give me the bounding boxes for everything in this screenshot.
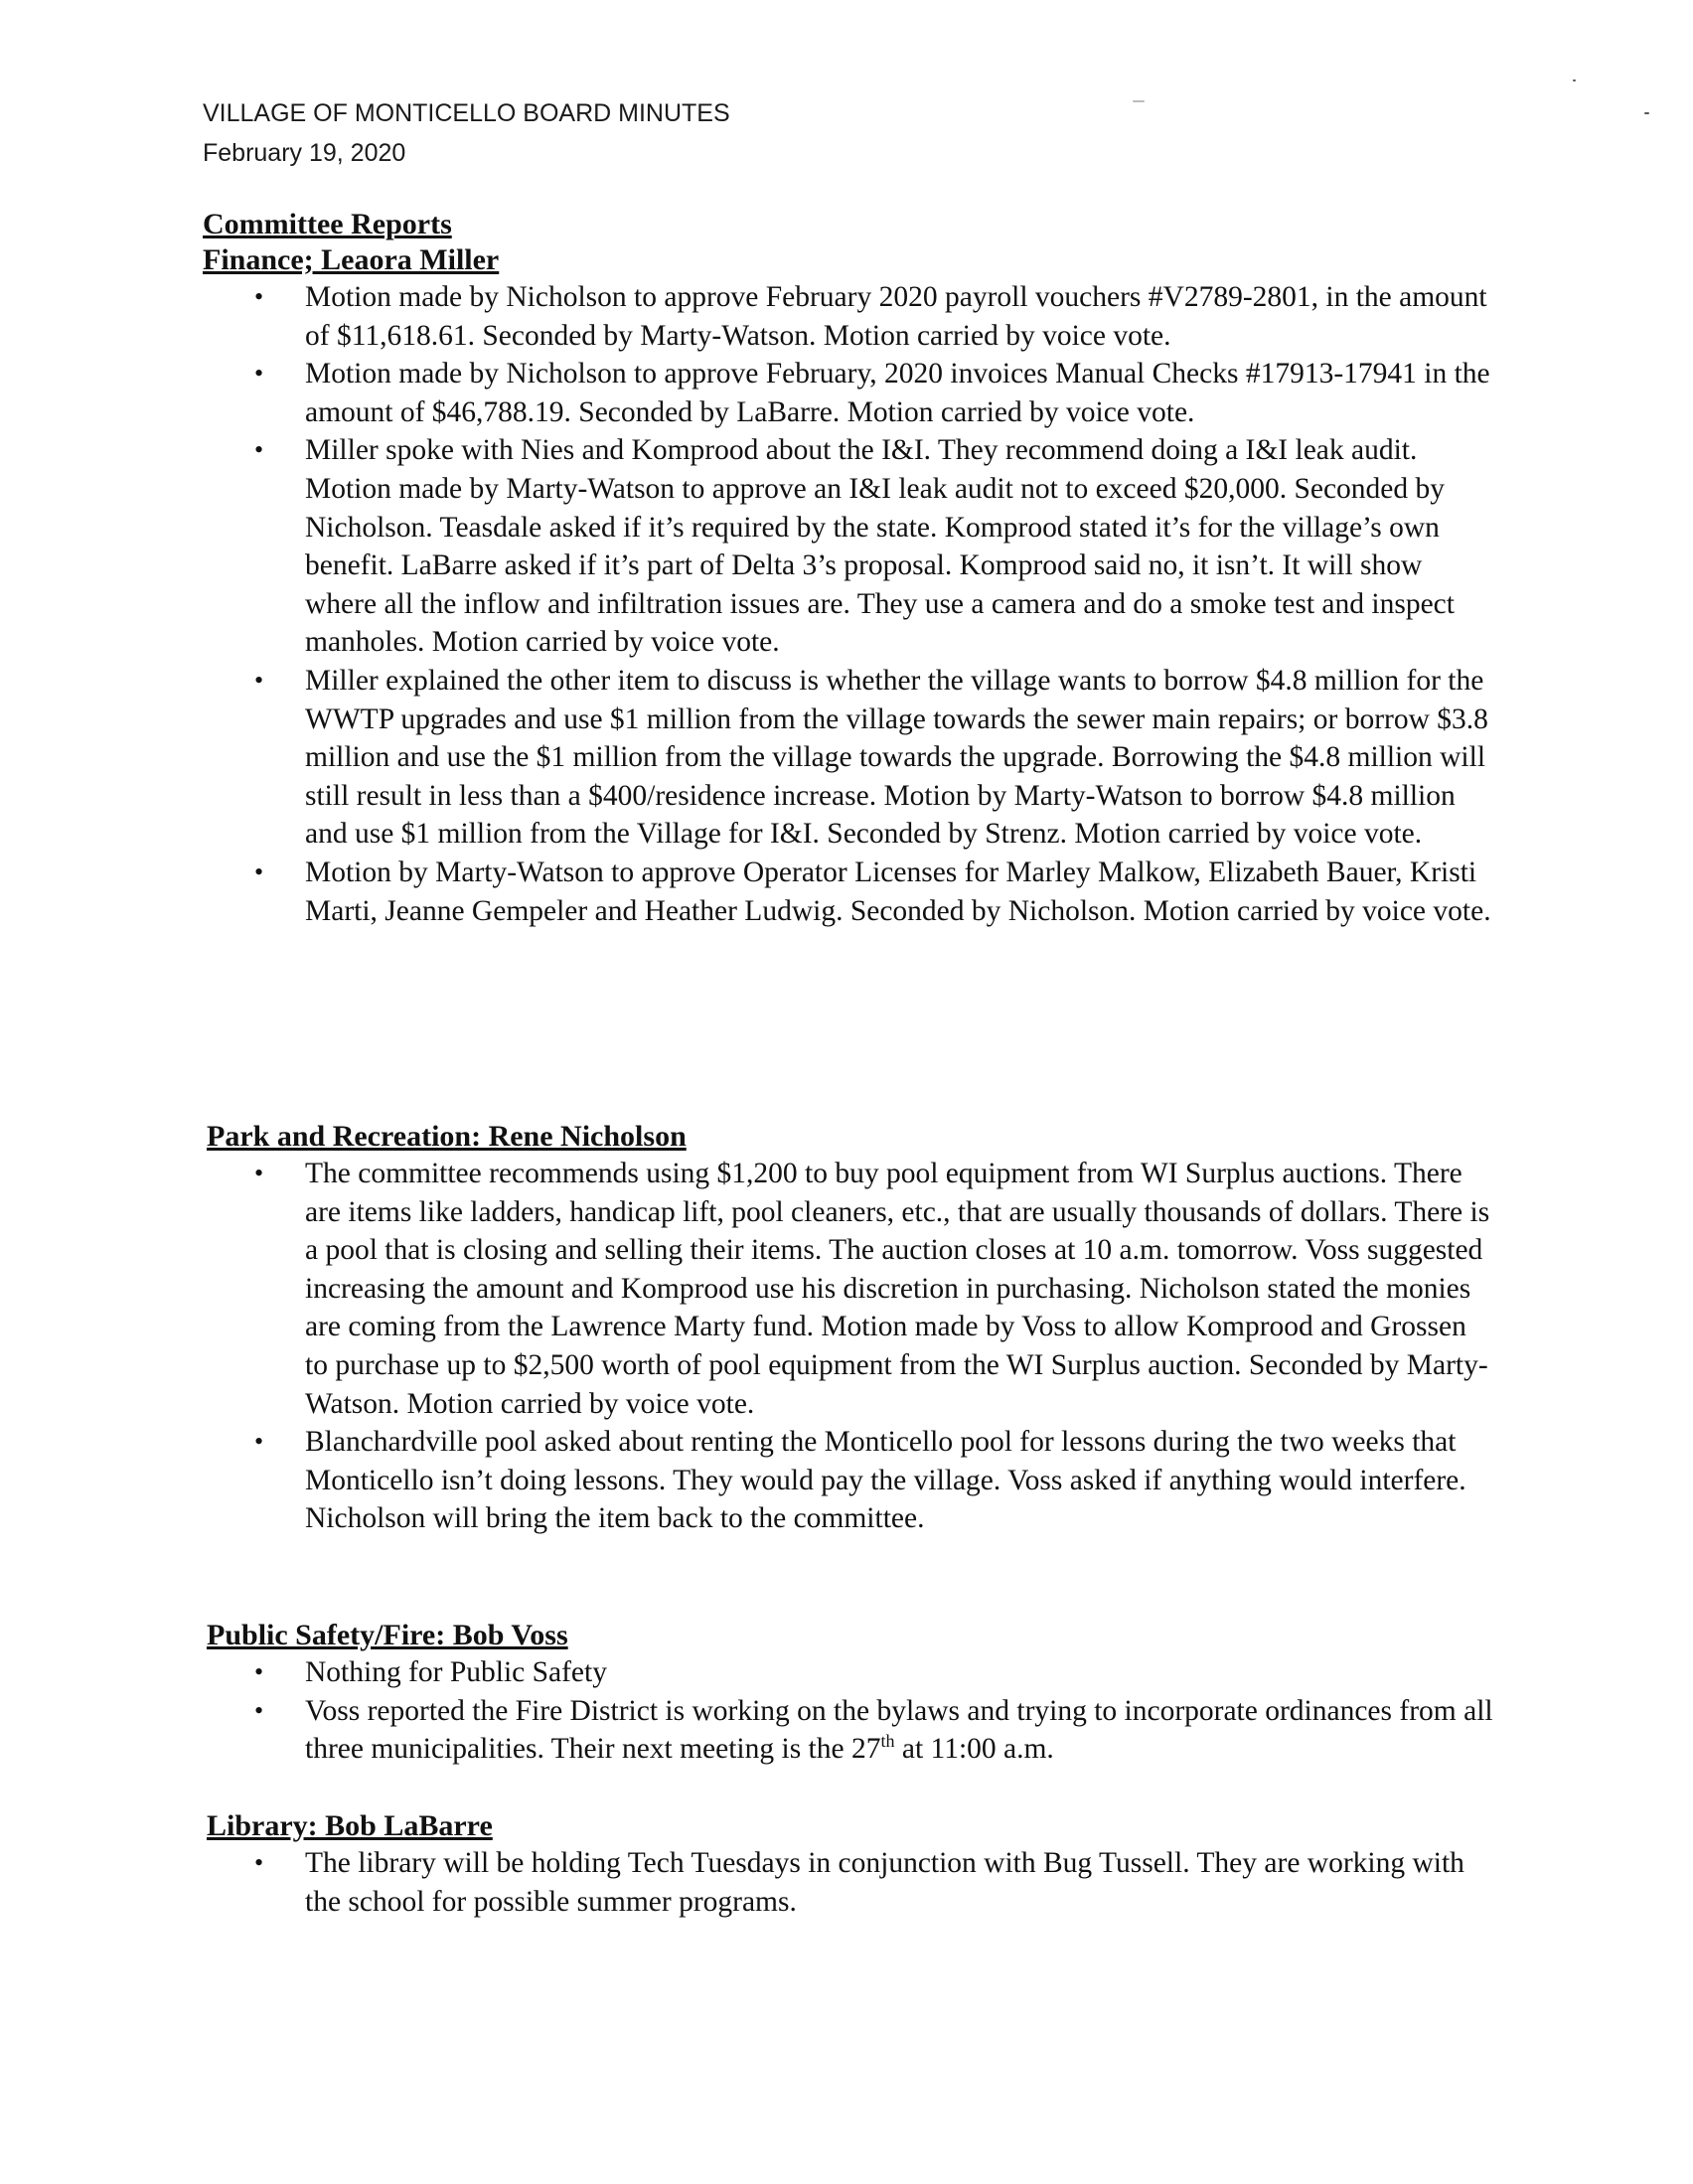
item-text: The committee recommends using $1,200 to buy pool equipment from WI Surplus auctions. There are items like ladders, handicap lift, pool cleaners, etc., that are usually thousands of dollars. There is a pool that is closing and selling their items. The auction closes at 10 a.m. tomorrow. Voss suggested increasing the amount and Komprood use his discretion in purchasing. Nicholson stated the monies are coming from the Lawrence Marty fund. Motion made by Voss to allow Komprood and Grossen to purchase up to $2,500 worth of pool equipment from the WI Surplus auction. Seconded by Marty-Watson. Motion carried by voice vote.: [305, 1158, 1490, 1420]
list-item: [203, 431, 1494, 662]
bullet-icon: •: [254, 1695, 264, 1725]
bullet-icon: •: [254, 1657, 264, 1686]
safety-section: [203, 1618, 1494, 1769]
item-text: Miller explained the other item to discuss is whether the village wants to borrow $4.8 million for the WWTP upgrades and use $1 million from the village towards the sewer main repairs; or borrow $3.8 million and use the $1 million from the village towards the upgrade. Borrowing the $4.8 million will still result in less than a $400/residence increase. Motion by Marty-Watson to borrow $4.8 million and use $1 million from the Village for I&I. Seconded by Strenz. Motion carried by voice vote.: [305, 664, 1488, 851]
document-header: [203, 93, 730, 173]
list-item: [203, 1653, 1494, 1692]
park-list: [203, 1155, 1494, 1538]
bullet-icon: •: [254, 665, 264, 695]
item-text: Motion by Marty-Watson to approve Operator Licenses for Marley Malkow, Elizabeth Bauer, Kristi Marti, Jeanne Gempeler and Heather Ludwig. Seconded by Nicholson. Motion carried by voice vote.: [305, 856, 1491, 927]
item-text: Blanchardville pool asked about renting the Monticello pool for lessons during the two weeks that Monticello isn’t doing lessons. They would pay the village. Voss asked if anything would interfere. Nicholson will bring the item back to the committee.: [305, 1426, 1466, 1535]
bullet-icon: •: [254, 359, 264, 389]
library-section: [203, 1808, 1494, 1921]
library-list: [203, 1844, 1494, 1921]
bullet-icon: •: [254, 1159, 264, 1187]
item-text: Voss reported the Fire District is working on the bylaws and trying to incorporate ordinances from all three municipalities. Their next meeting is the 27: [305, 1694, 1493, 1766]
finance-list: [203, 278, 1494, 930]
document-date: February 19, 2020: [203, 139, 406, 167]
list-item: [203, 278, 1494, 355]
bullet-icon: •: [254, 435, 264, 465]
park-section: [203, 1119, 1494, 1538]
list-item: [203, 854, 1494, 930]
bullet-icon: •: [254, 1848, 264, 1877]
bullet-icon: •: [254, 1427, 264, 1457]
list-item: [203, 662, 1494, 854]
item-text: The library will be holding Tech Tuesdays in conjunction with Bug Tussell. They are working with the school for possible summer programs.: [305, 1847, 1464, 1918]
safety-heading: Public Safety/Fire: Bob Voss: [207, 1619, 568, 1651]
committee-reports-heading: Committee Reports: [203, 208, 452, 240]
scan-speck: [1133, 100, 1145, 102]
park-heading: Park and Recreation: Rene Nicholson: [207, 1120, 687, 1153]
finance-section: [203, 207, 1494, 930]
item-text: Miller spoke with Nies and Komprood about the I&I. They recommend doing a I&I leak audit. Motion made by Marty-Watson to approve an I&I leak audit not to exceed $20,000. Seconded by Nicholson. Teasdale asked if it’s required by the state. Komprood stated it’s for the village’s own benefit. LaBarre asked if it’s part of Delta 3’s proposal. Komprood said no, it isn’t. It will show where all the inflow and infiltration issues are. They use a camera and do a smoke test and inspect manholes. Motion carried by voice vote.: [305, 434, 1455, 659]
bullet-icon: •: [254, 282, 264, 311]
library-heading: Library: Bob LaBarre: [207, 1809, 493, 1842]
safety-list: [203, 1653, 1494, 1769]
finance-heading: Finance; Leaora Miller: [203, 243, 500, 276]
ordinal-suffix: th: [880, 1731, 895, 1752]
item-text-end: at 11:00 a.m.: [894, 1733, 1054, 1766]
item-text: Nothing for Public Safety: [305, 1656, 607, 1688]
item-text: Motion made by Nicholson to approve February 2020 payroll vouchers #V2789-2801, in the amount of $11,618.61. Seconded by Marty-Watson. Motion carried by voice vote.: [305, 281, 1487, 352]
list-item: [203, 1423, 1494, 1538]
scan-speck: [1573, 79, 1576, 81]
item-text: Motion made by Nicholson to approve February, 2020 invoices Manual Checks #17913-17941 in the amount of $46,788.19. Seconded by LaBarre. Motion carried by voice vote.: [305, 358, 1490, 428]
document-title: VILLAGE OF MONTICELLO BOARD MINUTES: [203, 99, 730, 127]
scan-speck: [1644, 112, 1649, 114]
bullet-icon: •: [254, 857, 264, 886]
list-item: [203, 1155, 1494, 1423]
list-item: [203, 355, 1494, 431]
list-item: [203, 1692, 1494, 1769]
list-item: [203, 1844, 1494, 1921]
